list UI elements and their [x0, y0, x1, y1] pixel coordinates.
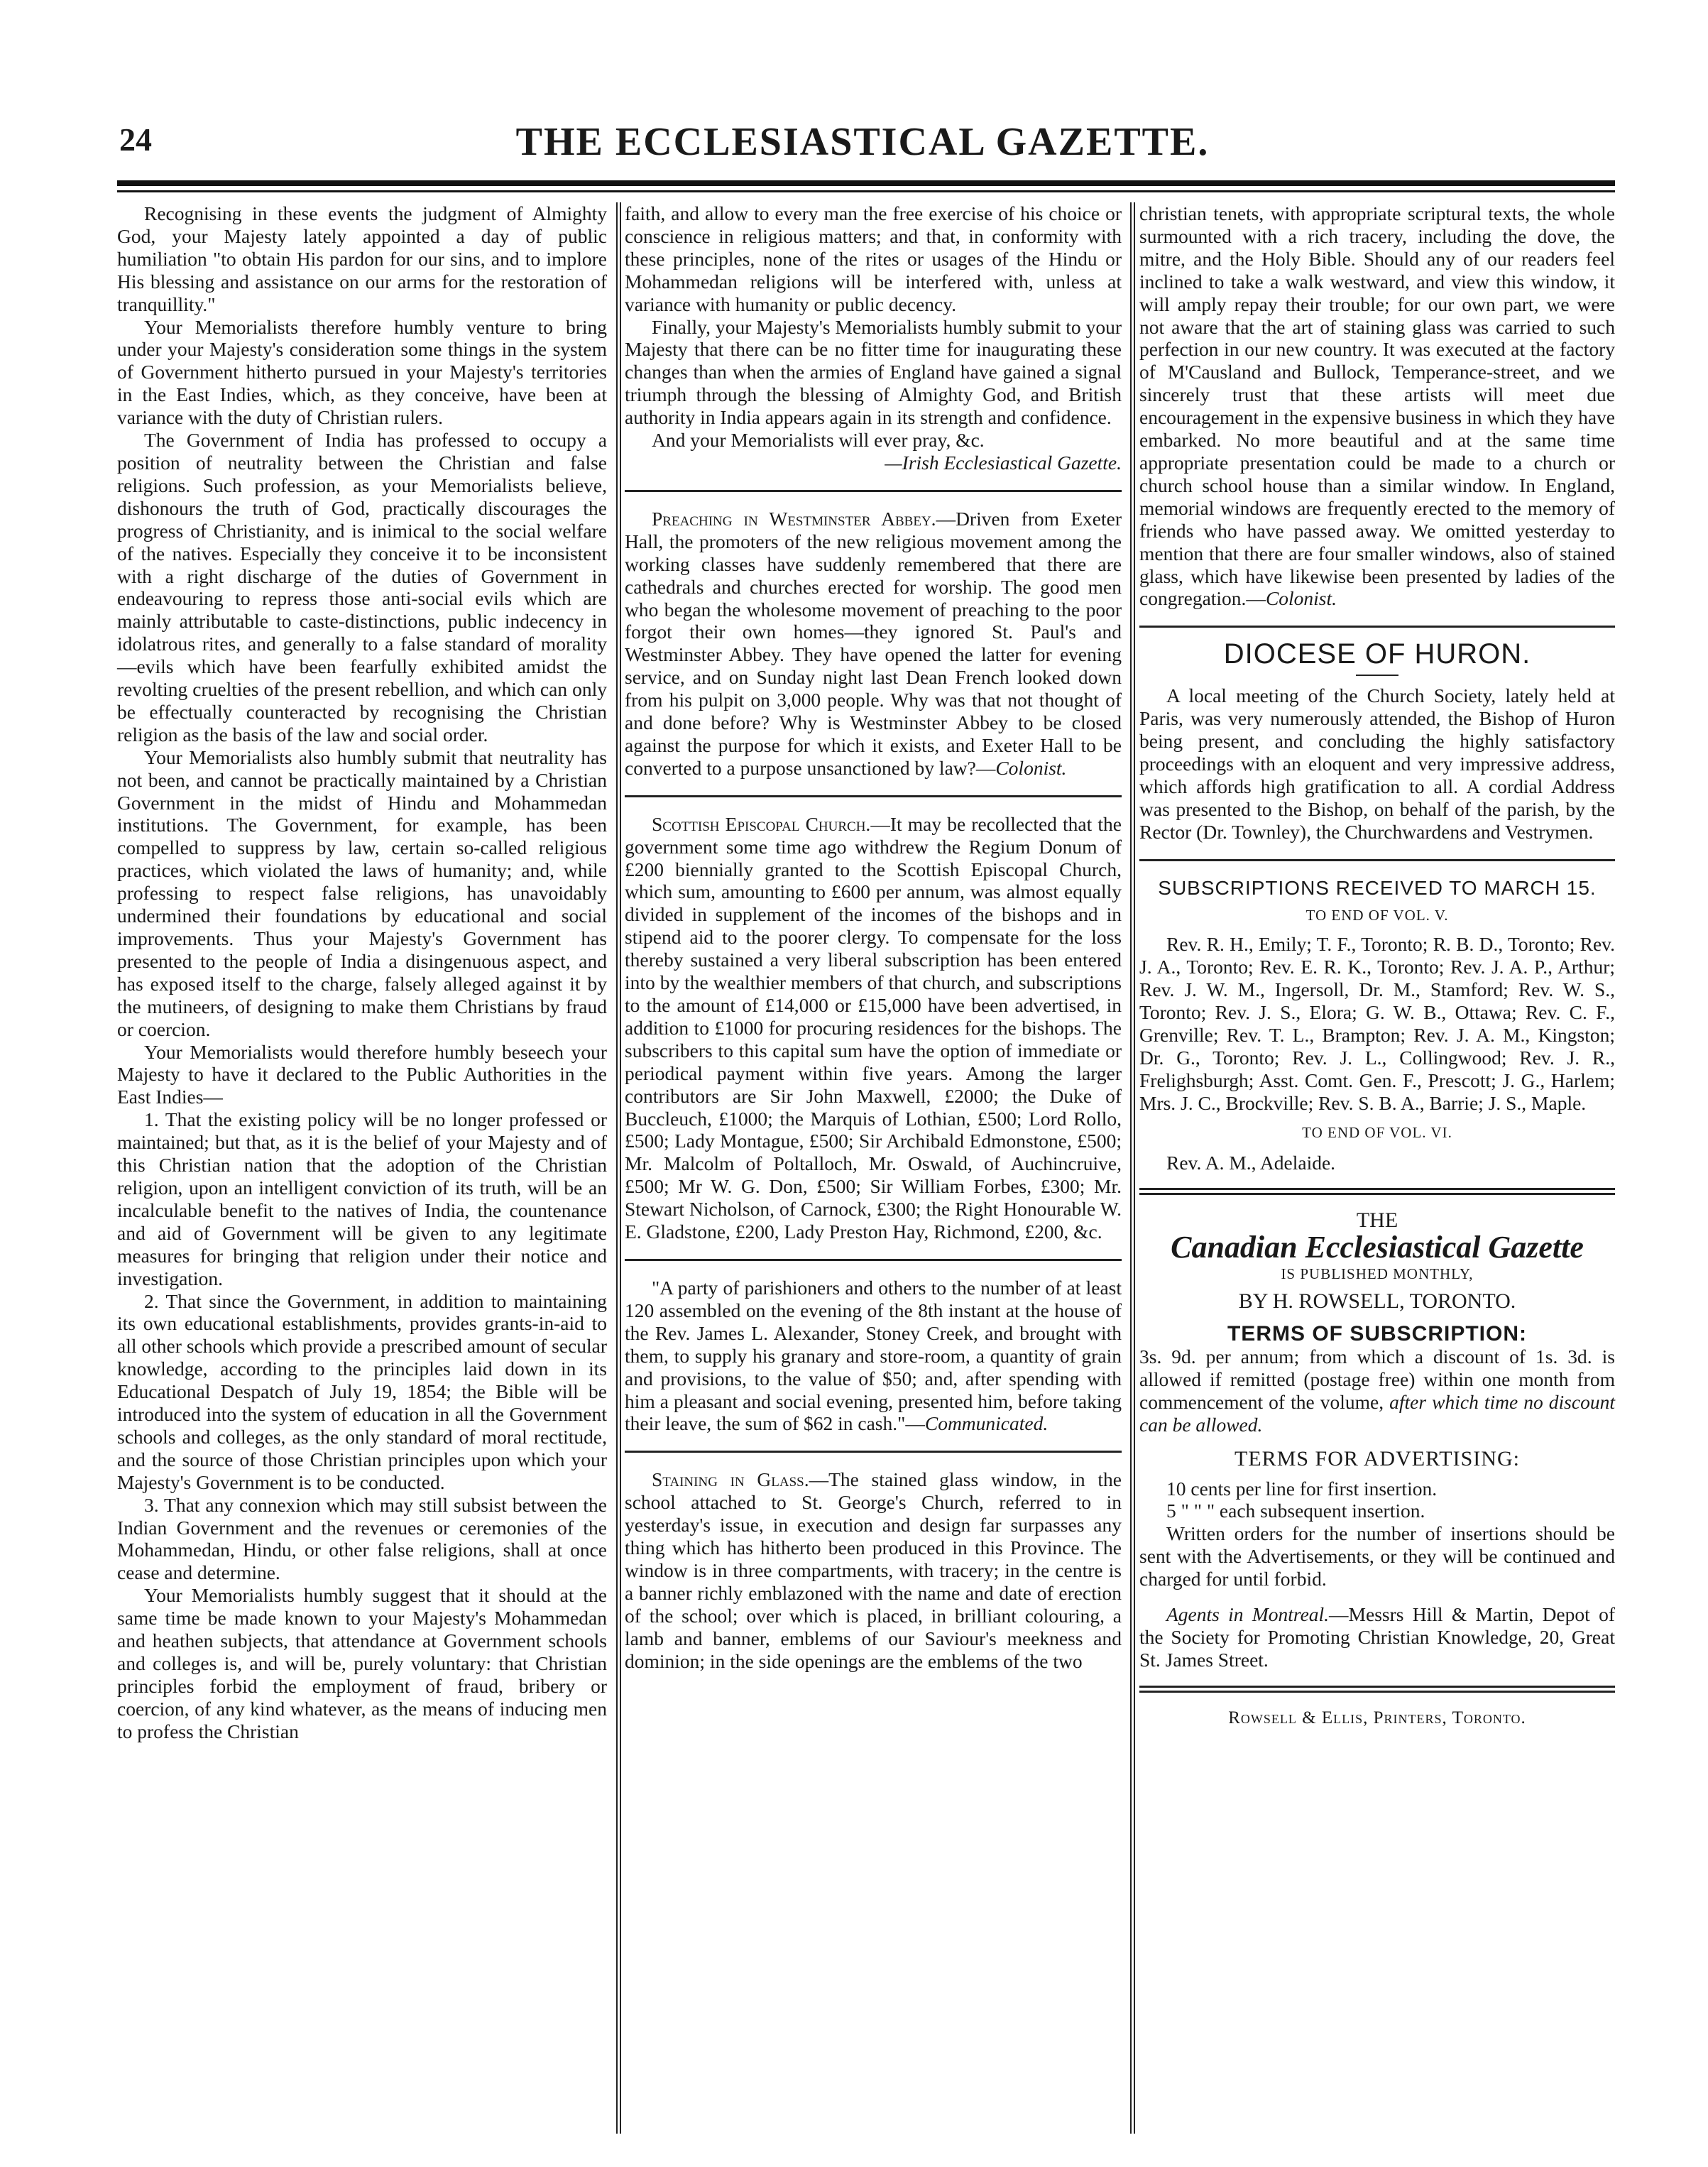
short-rule — [1356, 675, 1398, 676]
article-scottish — [625, 813, 1122, 1243]
ad-publication-name: Canadian Ecclesiastical Gazette — [1171, 1230, 1584, 1265]
article-source: Colonist. — [995, 756, 1067, 779]
subscriptions-subheading: TO END OF VOL. VI. — [1302, 1123, 1452, 1141]
agents-note — [1139, 1603, 1615, 1671]
article-text: "A party of parishioners and others to the number of at least 120 assembled on the evening of the 8th instant at the house of the Rev. James L. Alexander, Stoney Creek, and brought with them, to supply his granary and store-room, a quantity of grain and provisions, to the value of $50; and, after spending with him a pleasant and social evening, presented him, before taking their leave, the sum of $62 in cash."— — [625, 1276, 1122, 1435]
header-rule-thick — [117, 180, 1615, 186]
agents-label: Agents in Montreal. — [1166, 1603, 1330, 1626]
column-divider — [1130, 202, 1132, 2134]
article-separator — [625, 1451, 1122, 1453]
column-3 — [1139, 202, 1615, 1730]
article-separator — [625, 795, 1122, 797]
column-divider — [1134, 202, 1135, 2134]
subscriptions-heading: SUBSCRIPTIONS RECEIVED TO MARCH 15. — [1158, 876, 1597, 899]
paragraph: Finally, your Majesty's Memorialists humbly submit to your Majesty that there can be no fitter time for inaugurating these changes than when the armies of England have gained a signal triumph through the blessing of Almighty God, and British authority in India appears again in its strength and confidence. — [625, 315, 1122, 429]
article-preaching — [625, 508, 1122, 780]
header-rule-thin — [117, 190, 1615, 192]
column-1 — [117, 202, 607, 1743]
double-rule — [1139, 1686, 1615, 1693]
ad-published: IS PUBLISHED MONTHLY, — [1281, 1265, 1474, 1283]
article-separator — [625, 1259, 1122, 1261]
article-heading: Preaching in Westminster Abbey. — [652, 507, 936, 530]
double-rule — [1139, 1188, 1615, 1195]
column-2 — [625, 202, 1122, 1672]
column-divider — [620, 202, 621, 2134]
article-heading: Staining in Glass. — [652, 1468, 809, 1491]
column-divider — [616, 202, 618, 2134]
paragraph: Your Memorialists would therefore humbly beseech your Majesty to have it declared to the Public Authorities in the East Indies— — [117, 1040, 607, 1108]
terms-text-italic: after which time no discount can be allowed. — [1139, 1390, 1615, 1436]
terms-advertising-line: Written orders for the number of insertions should be sent with the Advertisements, or they will be continued and charged for until forbid. — [1139, 1522, 1615, 1590]
article-parish — [625, 1277, 1122, 1435]
paragraph: 1. That the existing policy will be no longer professed or maintained; but that, as it is the belief of your Majesty and of this Christian nation that the adoption of the Christian religion, upon an intelligent conviction of its truth, will be an incalculable benefit to the natives of India, the countenance and aid of Government will be given to any legitimate measures for bringing that religion under their notice and investigation. — [117, 1108, 607, 1289]
paragraph: Recognising in these events the judgment of Almighty God, your Majesty lately appointed a day of public humiliation "to obtain His pardon for our sins, and to implore His blessing and assistance on our arms for the restoration of tranquillity." — [117, 202, 607, 315]
article-separator — [1139, 859, 1615, 861]
paragraph: 3. That any connexion which may still subsist between the Indian Government and the revenues or ceremonies of the Mohammedan, Hindu, or other false religions, shall at once cease and determine. — [117, 1493, 607, 1584]
ad-the: THE — [1356, 1208, 1398, 1233]
subscriptions-list: Rev. A. M., Adelaide. — [1166, 1151, 1336, 1174]
terms-advertising-line: 10 cents per line for first insertion. — [1166, 1477, 1438, 1500]
article-text: —It may be recollected that the government some time ago withdrew the Regium Donum of £200 biennially granted to the Scottish Episcopal Church, which sum, amounting to £600 per annum, was almost equally divided in supplement of the incomes of the bishops and in stipend aid to the poorer clergy. To compensate for the loss thereby sustained a very liberal subscription has been entered into by the wealthier members of that church, and subscriptions to the amount of £14,000 or £15,000 have been advertised, in addition to £1000 for procuring residences for the bishops. The subscribers to this capital sum have the option of immediate or periodical payment within five years. Among the larger contributors are Sir John Maxwell, £2000; the Duke of Buccleuch, £1000; the Marquis of Lothian, £500; Lord Rollo, £500; Lady Montague, £500; Sir Archibald Edmonstone, £500; Mr. Malcolm of Poltalloch, Mr. Oswald, of Auchincruive, £500; Mr W. G. Don, £500; Sir William Forbes, £300; Mr. Stewart Nicholson, of Carnock, £300; the Right Honourable W. E. Gladstone, £200, Lady Preston Hay, Richmond, £200, &c. — [625, 812, 1122, 1243]
article-text: christian tenets, with appropriate scriptural texts, the whole surmounted with a rich tracery, including the dove, the mitre, and the Holy Bible. Should any of our readers feel inclined to take a walk westward, and view this window, it will amply repay their trouble; for our own part, we were not aware that the art of staining glass was carried to such perfection in our new country. It was executed at the factory of M'Causland and Bullock, Temperance-street, and we sincerely trust that these artists will meet due encouragement in the expensive business in which they have embarked. No more beautiful and at the same time appropriate presentation could be made to a church or church school house than a similar window. In England, memorial windows are frequently erected to the memory of friends who have passed away. We omitted yesterday to mention that there are four smaller windows, also of stained glass, which have likewise been presented by ladies of the congregation.— — [1139, 202, 1615, 610]
article-text: —Driven from Exeter Hall, the promoters of the new religious movement among the working classes have suddenly remembered that there are cathedrals and churches erected for worship. The good men who began the wholesome movement of preaching to the poor forgot their own homes—they ignored St. Paul's and Westminster Abbey. They have opened the latter for evening service, and on Sunday night last Dean French looked down from his pulpit on 3,000 people. Why was that not thought of and done before? Why is Westminster Abbey to be closed against the purpose for which it exists, and Exeter Hall to be converted to a purpose unsanctioned by law?— — [625, 507, 1122, 779]
paragraph: The Government of India has professed to occupy a position of neutrality between the Christian and false religions. Such profession, as your Memorialists believe, dishonours the truth of God, practically discourages the progress of Christianity, and is inimical to the social welfare of the natives. Especially they conceive it to be inconsistent with a right discharge of the duties of Government in endeavouring to repress those anti-social evils which are mainly attributable to caste-distinctions, public indecency in idolatrous rites, and generally to a false standard of morality—evils which have been fearfully exhibited amidst the revolting cruelties of the present rebellion, and which can only be effectually counteracted by recognising the Christian religion as the basis of the law and social order. — [117, 429, 607, 746]
agents-text: —Messrs Hill & Martin, Depot of the Society for Promoting Christian Knowledge, 20, Great St. James Street. — [1139, 1603, 1615, 1671]
terms-advertising-line: 5 " " " each subsequent insertion. — [1166, 1500, 1425, 1522]
terms-advertising-heading: TERMS FOR ADVERTISING: — [1235, 1446, 1520, 1470]
article-glass — [625, 1468, 1122, 1672]
paragraph: 2. That since the Government, in addition to maintaining its own educational establishments, provides grants-in-aid to all other schools which provide a prescribed amount of secular knowledge, according to the principles laid down in its Educational Despatch of July 19, 1854; the Bible will be introduced into the system of education in all the Government schools and colleges, as the only standard of moral rectitude, and the source of those Christian principles upon which your Majesty's Government is to be conducted. — [117, 1289, 607, 1493]
article-source: Colonist. — [1265, 587, 1337, 610]
article-heading: Scottish Episcopal Church. — [652, 812, 871, 835]
paragraph: Your Memorialists humbly suggest that it should at the same time be made known to your Majesty's Mohammedan and heathen subjects, that attendance at Government schools and colleges is, and will be, purely voluntary: that Christian principles forbid the employment of fraud, bribery or coercion, of any kind whatever, as the means of inducing men to profess the Christian — [117, 1584, 607, 1742]
article-glass-continued — [1139, 202, 1615, 610]
ad-publisher: BY H. ROWSELL, TORONTO. — [1238, 1289, 1516, 1314]
page-header — [114, 107, 1611, 163]
article-separator — [625, 490, 1122, 492]
paragraph: Your Memorialists therefore humbly venture to bring under your Majesty's consideration some things in the system of Government hitherto pursued in your Majesty's territories in the East Indies, which, as they conceive, have been at variance with the duty of Christian rulers. — [117, 315, 607, 429]
page-title: THE ECCLESIASTICAL GAZETTE. — [515, 120, 1210, 164]
article-huron: A local meeting of the Church Society, lately held at Paris, was very numerously attended, the Bishop of Huron being present, and concluding the highly satisfactory proceedings with an eloquent and very impressive address, which affords high gratification to all. A cordial Address was presented to the Bishop, on behalf of the parish, by the Rector (Dr. Townley), the Churchwardens and Vestrymen. — [1139, 684, 1615, 843]
terms-text: 3s. 9d. per annum; from which a discount of 1s. 3d. is allowed if remitted (postage free) within one month from commencement of the volume, — [1139, 1345, 1615, 1413]
paragraph: Your Memorialists also humbly submit that neutrality has not been, and cannot be practically maintained by a Christian Government in the midst of Hindu and Mohammedan institutions. The Government, for example, has been compelled to suppress by law, certain so-called religious practices, which violated the laws of humanity; and, while professing to respect false religions, has unavoidably undermined their foundations by educational and social improvements. Thus your Majesty's Government has presented to the people of India a disingenuous aspect, and has exposed itself to the charge, falsely alleged against it by the mutineers, of designing to make them Christians by fraud or coercion. — [117, 746, 607, 1040]
section-heading-huron: DIOCESE OF HURON. — [1223, 638, 1531, 670]
subscriptions-subheading: TO END OF VOL. V. — [1305, 907, 1449, 924]
article-text: —The stained glass window, in the school attached to St. George's Church, referred to in yesterday's issue, in execution and design far surpasses any thing which has hitherto been produced in this Province. The window is in three compartments, with tracery; in the centre is a banner richly emblazoned with the name and date of erection of the school; over which is placed, in brilliant colouring, a lamb and banner, emblems of our Saviour's meekness and dominion; in the side openings are the emblems of the two — [625, 1468, 1122, 1672]
subscriptions-list: Rev. R. H., Emily; T. F., Toronto; R. B. D., Toronto; Rev. J. A., Toronto; Rev. E. R. K., Toronto; Rev. J. A. P., Arthur; Rev. J. W. M., Ingersoll, Dr. M., Stamford; Rev. W. S., Toronto; Rev. J. S., Elora; G. W. B., Ottawa; Rev. C. F., Grenville; Rev. T. L., Brampton; Rev. J. A. M., Kingston; Dr. G., Toronto; Rev. J. L., Collingwood; Rev. J. R., Frelighsburgh; Asst. Comt. Gen. F., Prescott; J. G., Harlem; Mrs. J. C., Brockville; Rev. S. B. A., Barrie; J. S., Maple. — [1139, 933, 1615, 1114]
article-source: Communicated. — [924, 1412, 1049, 1435]
memorial-close: And your Memorialists will ever pray, &c. — [652, 429, 985, 452]
printers-imprint: Rowsell & Ellis, Printers, Toronto. — [1228, 1708, 1526, 1727]
paragraph: faith, and allow to every man the free exercise of his choice or conscience in religious matters; and that, in conformity with these principles, none of the rites or usages of the Hindu or Mohammedan religions will be interfered with, unless at variance with humanity or public decency. — [625, 202, 1122, 315]
article-separator — [1139, 626, 1615, 628]
terms-subscription-text — [1139, 1345, 1615, 1436]
article-source: —Irish Ecclesiastical Gazette. — [885, 451, 1122, 474]
terms-subscription-heading: TERMS OF SUBSCRIPTION: — [1227, 1322, 1527, 1346]
page-number: 24 — [119, 121, 152, 158]
